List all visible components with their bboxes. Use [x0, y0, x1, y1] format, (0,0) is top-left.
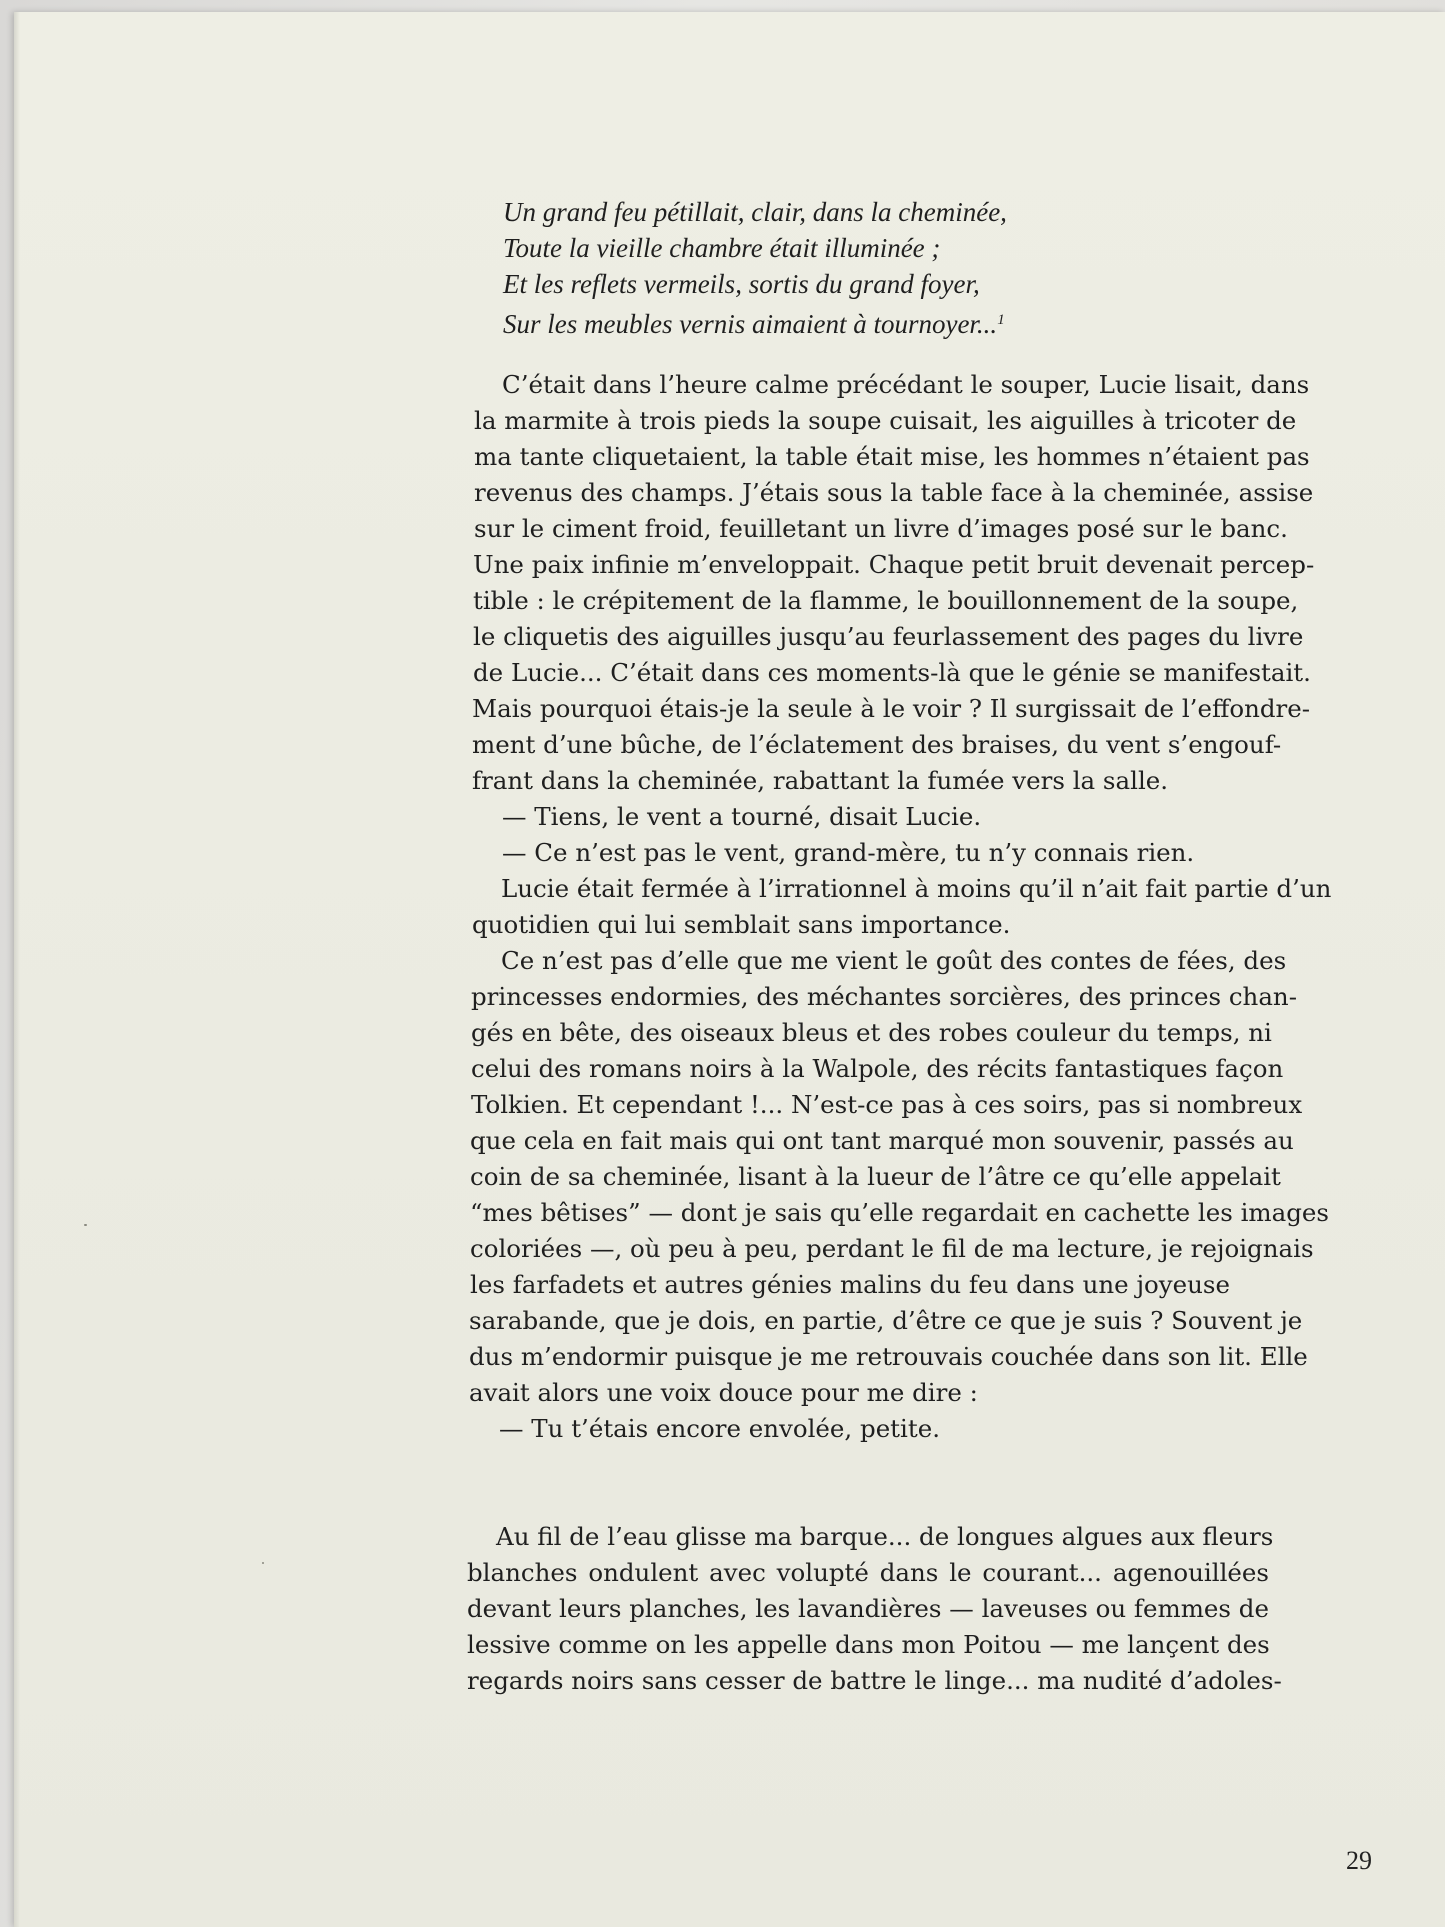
- poem-line: Et les reflets vermeils, sortis du grand foyer,: [503, 269, 980, 299]
- body-line: sur le ciment froid, feuilletant un livre d’images posé sur le banc.: [474, 514, 1288, 543]
- body-line: revenus des champs. J’étais sous la table face à la cheminée, assise: [474, 478, 1314, 507]
- body-line: blanches ondulent avec volupté dans le courant... agenouillées: [467, 1558, 1269, 1587]
- body-line: coloriées —, où peu à peu, perdant le fil de ma lecture, je rejoignais: [470, 1234, 1314, 1263]
- body-line: avait alors une voix douce pour me dire :: [469, 1378, 978, 1407]
- body-line: Une paix infinie m’enveloppait. Chaque petit bruit devenait percep-: [473, 550, 1315, 579]
- body-line: C’était dans l’heure calme précédant le souper, Lucie lisait, dans: [502, 370, 1310, 399]
- body-line: dus m’endormir puisque je me retrouvais couchée dans son lit. Elle: [469, 1342, 1308, 1371]
- body-line: Lucie était fermée à l’irrationnel à moins qu’il n’ait fait partie d’un: [501, 874, 1332, 903]
- poem-line: Un grand feu pétillait, clair, dans la cheminée,: [503, 197, 1007, 227]
- body-line: ment d’une bûche, de l’éclatement des braises, du vent s’engouf-: [472, 730, 1282, 759]
- body-line: lessive comme on les appelle dans mon Poitou — me lançent des: [467, 1630, 1270, 1659]
- body-line: gés en bête, des oiseaux bleus et des robes couleur du temps, ni: [471, 1018, 1272, 1047]
- poem-line: [503, 302, 1005, 338]
- body-line: le cliquetis des aiguilles jusqu’au feurlassement des pages du livre: [473, 622, 1304, 651]
- body-line: les farfadets et autres génies malins du feu dans une joyeuse: [470, 1270, 1230, 1299]
- page-speck: [262, 1562, 264, 1564]
- body-line: princesses endormies, des méchantes sorcières, des princes chan-: [471, 982, 1297, 1011]
- body-line: que cela en fait mais qui ont tant marqué mon souvenir, passés au: [470, 1126, 1294, 1155]
- page-edge: [14, 12, 20, 1927]
- body-line: ma tante cliquetaient, la table était mise, les hommes n’étaient pas: [474, 442, 1310, 471]
- body-line: Tolkien. Et cependant !... N’est-ce pas à ces soirs, pas si nombreux: [471, 1090, 1303, 1119]
- body-line: frant dans la cheminée, rabattant la fumée vers la salle.: [472, 766, 1169, 795]
- body-line: quotidien qui lui semblait sans importance.: [472, 910, 1011, 939]
- body-line: Au fil de l’eau glisse ma barque... de longues algues aux fleurs: [496, 1522, 1274, 1551]
- poem-line: Toute la vieille chambre était illuminée ;: [503, 233, 941, 263]
- body-line: la marmite à trois pieds la soupe cuisait, les aiguilles à tricoter de: [474, 406, 1297, 435]
- body-line: Ce n’est pas d’elle que me vient le goût des contes de fées, des: [501, 946, 1287, 975]
- body-line: tible : le crépitement de la flamme, le bouillonnement de la soupe,: [473, 586, 1299, 615]
- dialogue-line: — Ce n’est pas le vent, grand-mère, tu n’y connais rien.: [502, 838, 1195, 867]
- page-number: 29: [1346, 1846, 1372, 1875]
- body-line: regards noirs sans cesser de battre le linge... ma nudité d’adoles-: [467, 1666, 1282, 1695]
- body-line: coin de sa cheminée, lisant à la lueur de l’âtre ce qu’elle appelait: [470, 1162, 1281, 1191]
- body-line: de Lucie... C’était dans ces moments-là que le génie se manifestait.: [473, 658, 1311, 687]
- dialogue-line: — Tiens, le vent a tourné, disait Lucie.: [502, 802, 982, 831]
- page-speck: [84, 1224, 87, 1226]
- poem-line-text: Sur les meubles vernis aimaient à tournoyer...: [503, 309, 998, 339]
- dialogue-line: — Tu t’étais encore envolée, petite.: [499, 1414, 940, 1443]
- body-line: “mes bêtises” — dont je sais qu’elle regardait en cachette les images: [470, 1198, 1330, 1227]
- body-line: celui des romans noirs à la Walpole, des récits fantastiques façon: [471, 1054, 1284, 1083]
- body-line: devant leurs planches, les lavandières — laveuses ou femmes de: [467, 1594, 1269, 1623]
- body-line: sarabande, que je dois, en partie, d’être ce que je suis ? Souvent je: [469, 1306, 1303, 1335]
- body-line: Mais pourquoi étais-je la seule à le voir ? Il surgissait de l’effondre-: [472, 694, 1311, 723]
- footnote-marker: 1: [997, 312, 1005, 328]
